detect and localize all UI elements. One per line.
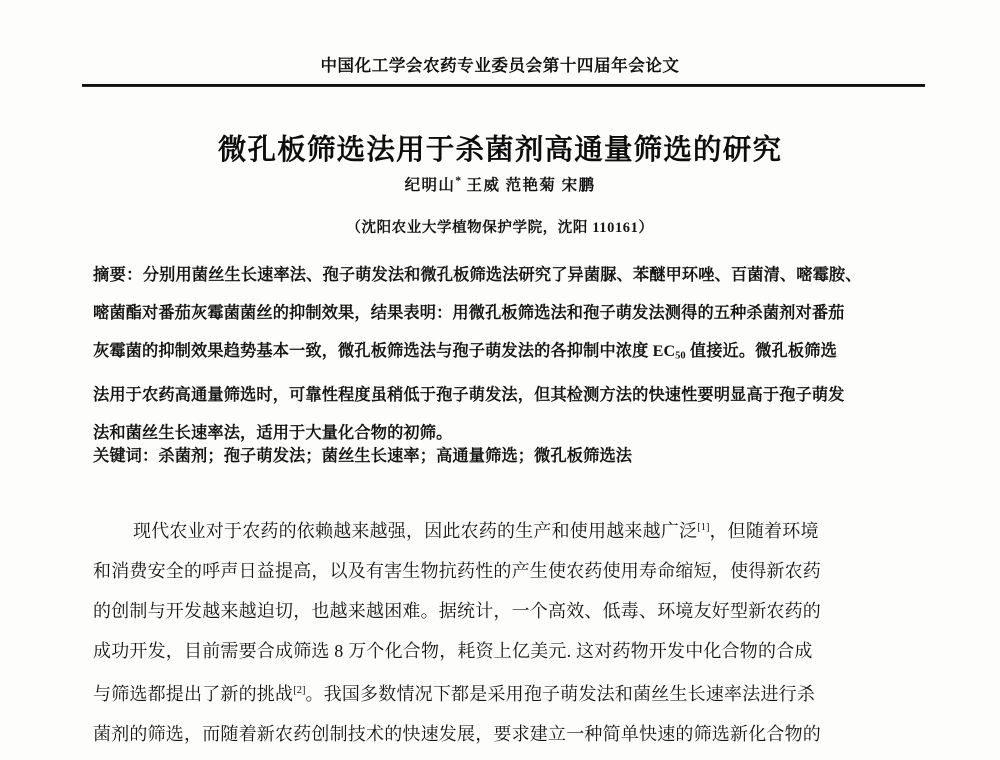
header-rule — [82, 84, 925, 87]
body-text-1: 现代农业对于农药的依赖越来越强，因此农药的生产和使用越来越广泛 — [133, 521, 698, 541]
abstract-line-3 — [93, 332, 921, 376]
keywords-label: 关键词： — [93, 447, 159, 465]
abstract-label: 摘要： — [93, 266, 143, 284]
body-line-4: 成功开发，目前需要合成筛选 8 万个化合物，耗资上亿美元. 这对药物开发中化合物的合成 — [93, 641, 813, 661]
author-primary: 纪明山 — [404, 177, 456, 195]
body-paragraph — [93, 508, 928, 754]
body-line-1 — [93, 508, 928, 551]
author-others: 王威 范艳菊 宋鹏 — [461, 177, 596, 195]
body-text-1b: ，但随着环境 — [709, 521, 819, 541]
affiliation: （沈阳农业大学植物保护学院，沈阳 110161） — [346, 220, 654, 236]
keywords-text: 杀菌剂；孢子萌发法；菌丝生长速率；高通量筛选；微孔板筛选法 — [158, 447, 633, 465]
abstract-text-3a: 灰霉菌的抑制效果趋势基本一致，微孔板筛选法与孢子萌发法的各抑制中浓度 — [93, 342, 653, 360]
body-text-5b: 。我国多数情况下都是采用孢子萌发法和菌丝生长速率法进行杀 — [305, 684, 816, 704]
corresponding-author-marker: * — [455, 173, 462, 187]
author-list — [0, 173, 1000, 195]
reference-marker-2: [2] — [293, 685, 306, 696]
abstract-text-1: 分别用菌丝生长速率法、孢子萌发法和微孔板筛选法研究了异菌脲、苯醚甲环唑、百菌清、嘧霉胺、 — [142, 266, 862, 284]
keywords-line — [93, 442, 921, 466]
body-text-5: 与筛选都提出了新的挑战 — [93, 684, 294, 704]
abstract-text-3b: 值接近。微孔板筛选 — [685, 342, 837, 360]
body-line-2: 和消费安全的呼声日益提高，以及有害生物抗药性的产生使农药使用寿命缩短，使得新农药 — [93, 561, 821, 581]
page-title: 微孔板筛选法用于杀菌剂高通量筛选的研究 — [217, 135, 783, 167]
ec50-term — [653, 342, 686, 360]
body-line-3: 的创制与开发越来越迫切，也越来越困难。据统计，一个高效、低毒、环境友好型新农药的 — [93, 601, 821, 621]
running-head: 中国化工学会农药专业委员会第十四届年会论文 — [320, 56, 680, 75]
ec-subscript: 50 — [675, 350, 686, 362]
abstract-line-1 — [93, 256, 921, 294]
body-line-5 — [93, 671, 928, 714]
abstract-block — [93, 256, 921, 452]
ec-label: EC — [652, 342, 676, 360]
abstract-line-4: 法用于农药高通量筛选时，可靠性程度虽稍低于孢子萌发法，但其检测方法的快速性要明显高于孢子萌发 — [93, 385, 845, 404]
abstract-line-5: 法和菌丝生长速率法，适用于大量化合物的初筛。 — [93, 423, 453, 442]
abstract-line-2: 嘧菌酯对番茄灰霉菌菌丝的抑制效果，结果表明：用微孔板筛选法和孢子萌发法测得的五种杀菌剂对番茄 — [93, 304, 845, 322]
reference-marker-1: [1] — [697, 522, 710, 533]
body-line-6: 菌剂的筛选，而随着新农药创制技术的快速发展，要求建立一种简单快速的筛选新化合物的 — [93, 724, 821, 744]
